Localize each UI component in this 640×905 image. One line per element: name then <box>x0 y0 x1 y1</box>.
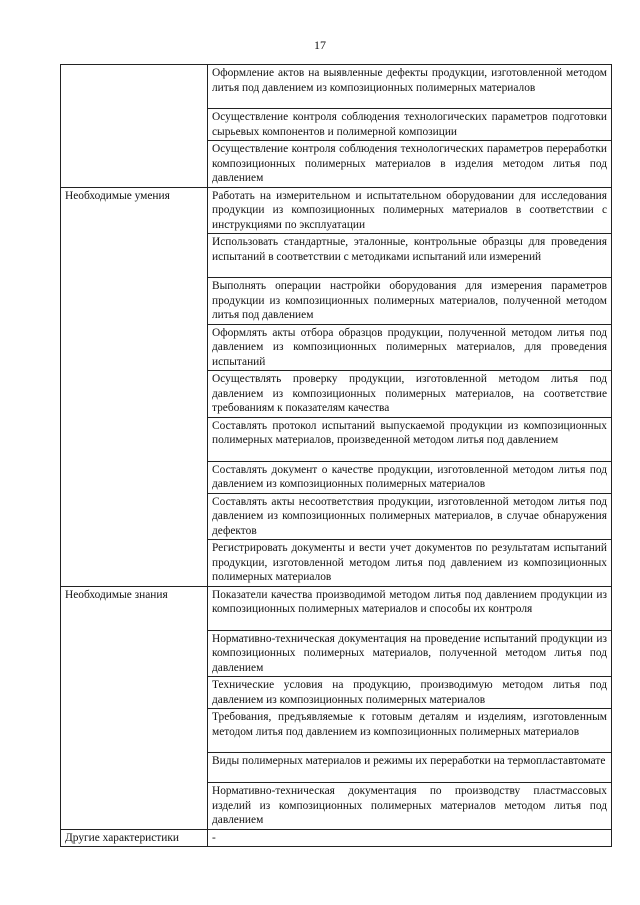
table-cell: Нормативно-техническая документация по производству пластмассовых изделий из композиционных полимерных материалов методом литья под давлением <box>208 783 612 830</box>
section-label-other: Другие характеристики <box>61 829 208 847</box>
table-cell: Выполнять операции настройки оборудования для измерения параметров продукции из композиционных полимерных материалов, полученной методом литья под давлением <box>208 278 612 325</box>
table-row <box>61 586 612 630</box>
table-cell: Оформление актов на выявленные дефекты продукции, изготовленной методом литья под давлением из композиционных полимерных материалов <box>208 65 612 109</box>
competency-table <box>60 64 612 847</box>
table-row <box>61 65 612 109</box>
table-cell: Оформлять акты отбора образцов продукции, полученной методом литья под давлением из композиционных полимерных материалов, для проведения испытаний <box>208 324 612 371</box>
table-cell: Использовать стандартные, эталонные, контрольные образцы для проведения испытаний в соответствии с методиками испытаний или измерений <box>208 234 612 278</box>
table-cell: Виды полимерных материалов и режимы их переработки на термопластавтомате <box>208 753 612 783</box>
table-row <box>61 187 612 234</box>
table-cell: Осуществлять проверку продукции, изготовленной методом литья под давлением из композиционных полимерных материалов, на соответствие требованиям к показателям качества <box>208 371 612 418</box>
table-cell: Нормативно-техническая документация на проведение испытаний продукции из композиционных полимерных материалов, полученной методом литья под давлением <box>208 630 612 677</box>
section-label <box>61 65 208 188</box>
table-cell: - <box>208 829 612 847</box>
table-cell: Составлять документ о качестве продукции, изготовленной методом литья под давлением из композиционных полимерных материалов <box>208 461 612 493</box>
table-cell: Работать на измерительном и испытательном оборудовании для исследования продукции из композиционных полимерных материалов в соответствии с инструкциями по эксплуатации <box>208 187 612 234</box>
table-cell: Осуществление контроля соблюдения технологических параметров подготовки сырьевых компонентов и полимерной композиции <box>208 109 612 141</box>
page-number: 17 <box>314 38 326 52</box>
table-cell: Составлять протокол испытаний выпускаемой продукции из композиционных полимерных материалов, произведенной методом литья под давлением <box>208 417 612 461</box>
table-cell: Показатели качества производимой методом литья под давлением продукции из композиционных полимерных материалов и способы их контроля <box>208 586 612 630</box>
section-label-knowledge: Необходимые знания <box>61 586 208 829</box>
table-cell: Технические условия на продукцию, производимую методом литья под давлением из композиционных полимерных материалов <box>208 677 612 709</box>
table-cell: Регистрировать документы и вести учет документов по результатам испытаний продукции, изготовленной методом литья под давлением из композиционных полимерных материалов <box>208 540 612 587</box>
table-cell: Составлять акты несоответствия продукции, изготовленной методом литья под давлением из композиционных полимерных материалов, в случае обнаружения дефектов <box>208 493 612 540</box>
table-row <box>61 829 612 847</box>
table-cell: Требования, предъявляемые к готовым деталям и изделиям, изготовленным методом литья под давлением из композиционных полимерных материалов <box>208 709 612 753</box>
section-label-skills: Необходимые умения <box>61 187 208 586</box>
table-cell: Осуществление контроля соблюдения технологических параметров переработки композиционных полимерных материалов в изделия методом литья под давлением <box>208 141 612 188</box>
